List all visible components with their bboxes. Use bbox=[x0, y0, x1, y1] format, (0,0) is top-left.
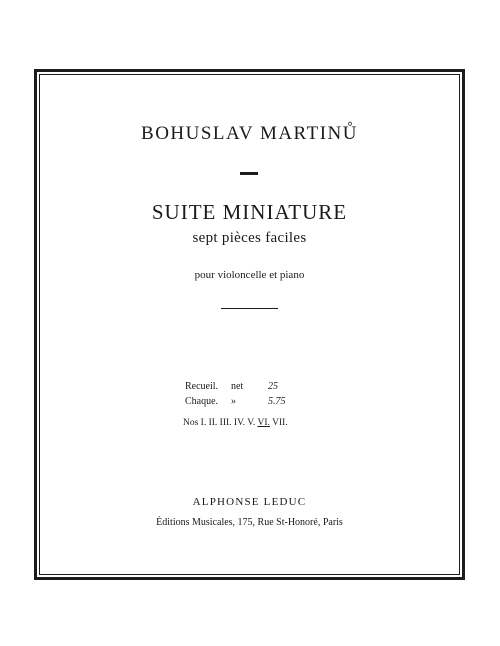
price-recueil-value: 25 bbox=[268, 381, 278, 392]
instrumentation: pour violoncelle et piano bbox=[194, 269, 305, 281]
price-chaque-value: 5.75 bbox=[268, 396, 286, 407]
composer-name: BOHUSLAV MARTINŮ bbox=[141, 123, 358, 144]
price-recueil-net: net bbox=[231, 381, 244, 392]
price-recueil bbox=[185, 381, 315, 395]
price-chaque bbox=[185, 396, 315, 410]
price-chaque-label: Chaque. bbox=[185, 396, 219, 407]
piece-numbers bbox=[183, 418, 288, 428]
piece-numbers-prefix: Nos I. II. III. IV. V. bbox=[183, 418, 256, 428]
title-dash-divider bbox=[240, 172, 258, 175]
section-rule-divider bbox=[221, 308, 278, 309]
work-subtitle: sept pièces faciles bbox=[192, 230, 307, 246]
publisher-name: ALPHONSE LEDUC bbox=[192, 496, 307, 508]
work-title: SUITE MINIATURE bbox=[151, 200, 348, 224]
price-recueil-label: Recueil. bbox=[185, 381, 219, 392]
piece-number-selected: VI. bbox=[257, 418, 270, 428]
price-chaque-mark: » bbox=[231, 396, 236, 407]
piece-numbers-suffix: VII. bbox=[272, 418, 288, 428]
publisher-address: Éditions Musicales, 175, Rue St-Honoré, Paris bbox=[156, 517, 343, 528]
